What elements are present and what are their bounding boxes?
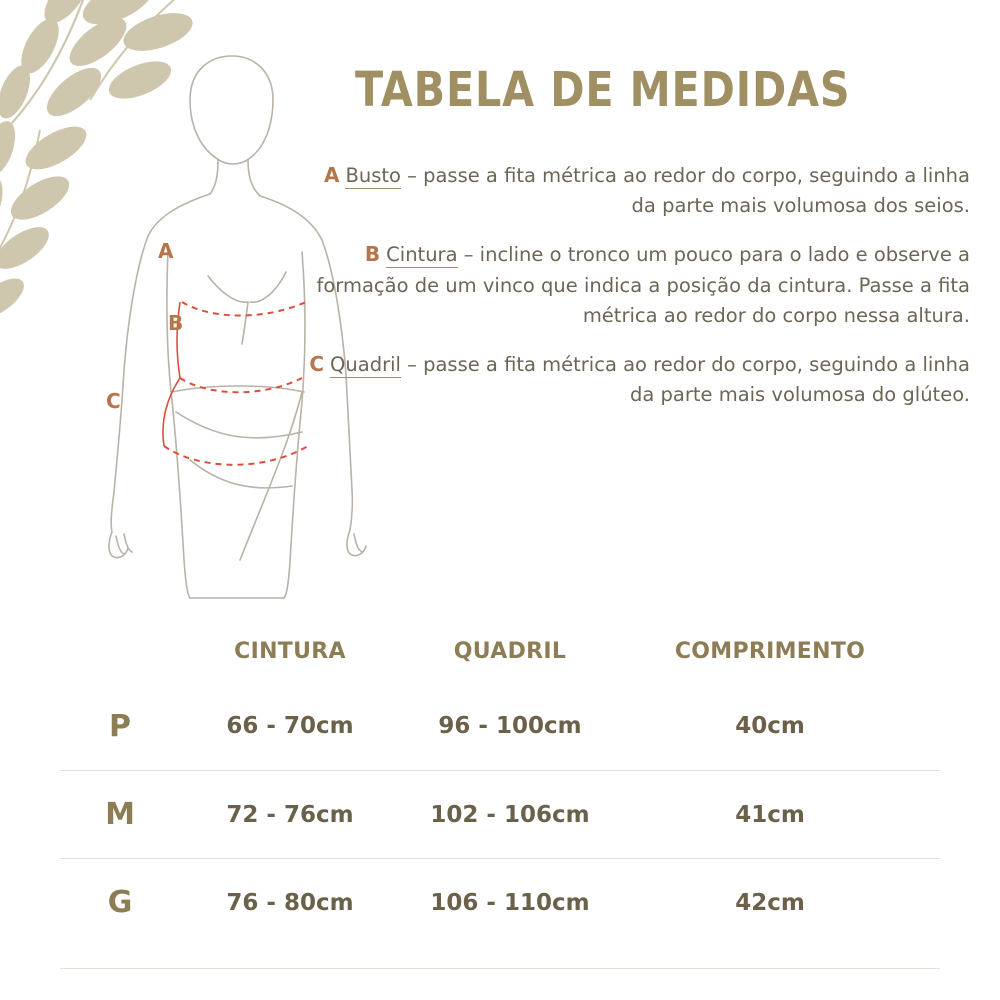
instruction-letter: A <box>323 163 340 187</box>
marker-b-label: B <box>168 311 184 335</box>
table-header-row <box>60 620 940 682</box>
bust-measure-line <box>182 302 306 316</box>
instruction-keyword: Cintura <box>386 243 458 267</box>
instruction-text: – passe a fita métrica ao redor do corpo, seguindo a linha da parte mais volumosa do glúteo. <box>400 353 970 407</box>
waist-measure-line <box>180 378 302 392</box>
instruction-item-quadril <box>300 349 970 410</box>
hip-measure-line <box>164 446 308 465</box>
header-cintura: CINTURA <box>234 638 346 664</box>
row-quadril-value: 96 - 100cm <box>438 713 582 739</box>
table-row <box>60 682 940 770</box>
row-quadril-value: 106 - 110cm <box>430 889 590 916</box>
row-comprimento-value: 42cm <box>735 889 805 916</box>
marker-a-label: A <box>158 239 174 263</box>
instruction-keyword: Busto <box>345 164 401 187</box>
row-size-label: M <box>105 797 135 832</box>
instruction-text: – incline o tronco um pouco para o lado e observe a formação de um vinco que indica a posição da cintura. Passe a fita métrica ao redor do corpo nessa altura. <box>316 243 970 327</box>
instruction-text: – passe a fita métrica ao redor do corpo, seguindo a linha da parte mais volumosa dos seios. <box>400 164 970 218</box>
header-quadril: QUADRIL <box>453 638 567 664</box>
row-cintura-value: 72 - 76cm <box>226 801 354 828</box>
row-cintura-value: 66 - 70cm <box>226 713 354 739</box>
row-size-label: G <box>107 885 133 920</box>
page-title: TABELA DE MEDIDAS <box>355 62 851 118</box>
instruction-letter: C <box>309 352 325 377</box>
row-quadril-value: 102 - 106cm <box>430 801 590 828</box>
instruction-keyword: Quadril <box>330 353 401 377</box>
header-comprimento: COMPRIMENTO <box>674 638 866 664</box>
table-row <box>60 770 940 858</box>
row-size-label: P <box>109 708 131 744</box>
table-bottom-divider <box>60 968 940 969</box>
row-comprimento-value: 40cm <box>735 713 805 739</box>
row-cintura-value: 76 - 80cm <box>226 889 354 916</box>
instruction-item-cintura <box>300 239 970 331</box>
instruction-item-busto <box>300 160 970 221</box>
row-comprimento-value: 41cm <box>735 801 805 828</box>
marker-c-label: C <box>106 389 121 413</box>
measurements-table <box>60 620 940 946</box>
instructions-list <box>300 160 970 429</box>
instruction-letter: B <box>364 242 381 267</box>
table-row <box>60 858 940 946</box>
